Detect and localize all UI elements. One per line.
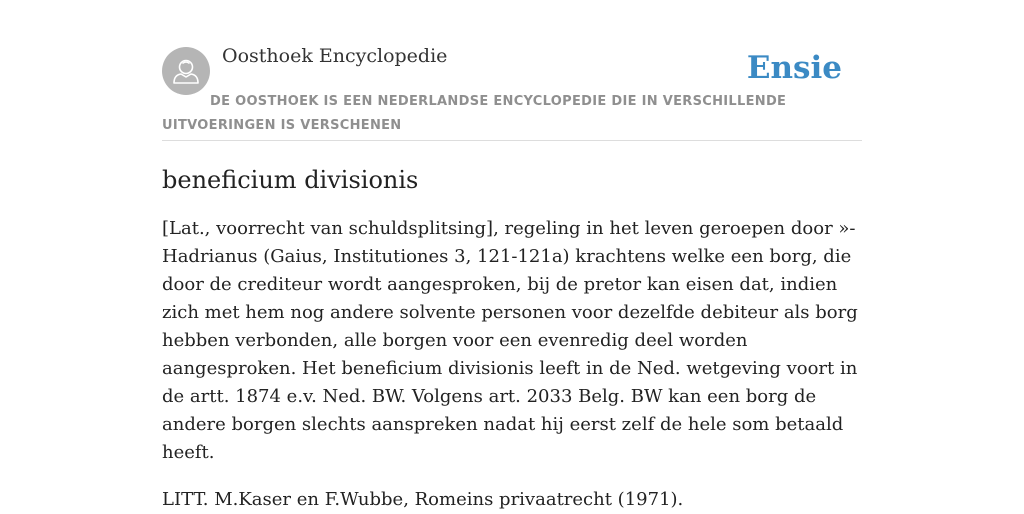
article-title: beneficium divisionis xyxy=(162,166,419,194)
header xyxy=(162,0,862,141)
page xyxy=(162,0,862,514)
avatar[interactable] xyxy=(162,47,210,95)
brand-logo[interactable]: Ensie xyxy=(746,50,842,86)
article-body: [Lat., voorrecht van schuldsplitsing], regeling in het leven geroepen door »-Hadrianus (Gaius, Institutiones 3, 121-121a) krachtens welke een borg, die door de crediteur wordt aangesproken, bij de pretor kan eisen dat, indien zich met hem nog andere solvente personen voor dezelfde debiteur als borg hebben verbonden, alle borgen voor een evenredig deel worden aangesproken. Het beneficium divisionis leeft in de Ned. wetgeving voort in de artt. 1874 e.v. Ned. BW. Volgens art. 2033 Belg. BW kan een borg de andere borgen slechts aanspreken nadat hij eerst zelf de hele som betaald heeft. xyxy=(162,218,858,463)
site-title[interactable]: Oosthoek Encyclopedie xyxy=(222,45,448,67)
user-icon xyxy=(162,47,210,95)
site-tagline: DE OOSTHOEK IS EEN NEDERLANDSE ENCYCLOPEDIE DIE IN VERSCHILLENDE UITVOERINGEN IS VERSCHENEN xyxy=(162,94,787,133)
article-literature: LITT. M.Kaser en F.Wubbe, Romeins privaatrecht (1971). xyxy=(162,489,684,510)
